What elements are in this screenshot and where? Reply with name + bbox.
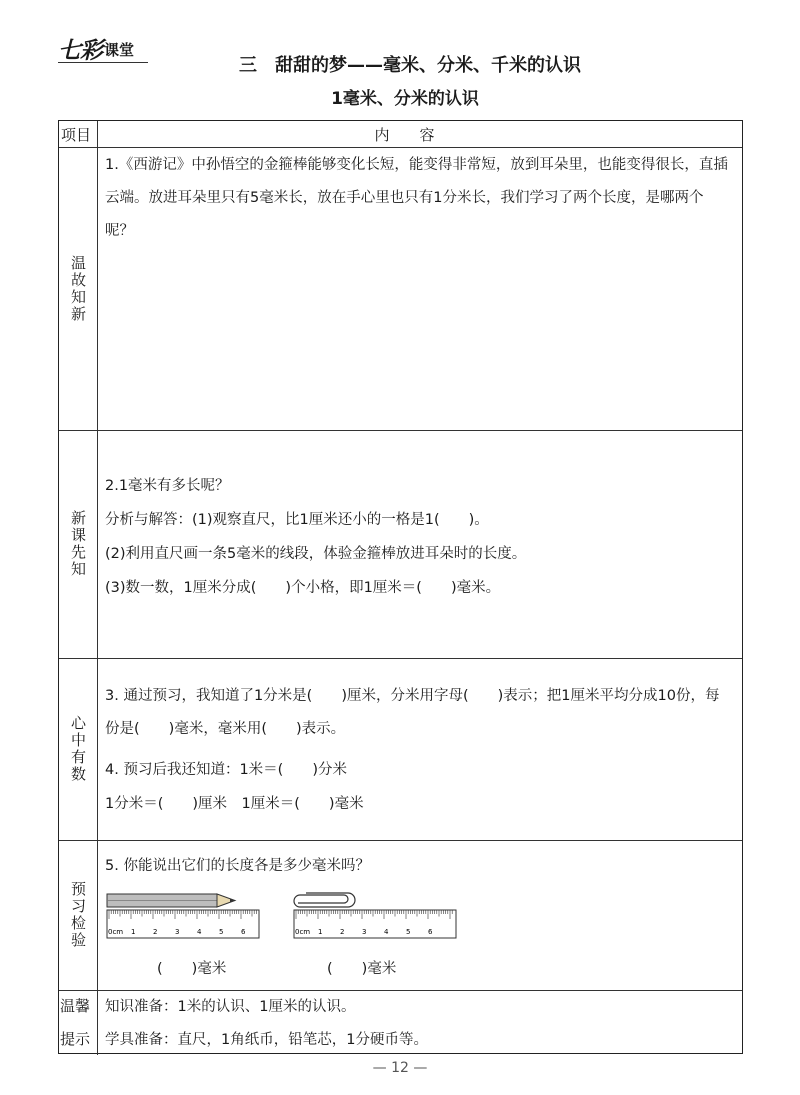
ruler-2-label-0: 0cm: [295, 928, 311, 936]
question-2: 2.1毫米有多长呢？: [105, 478, 230, 494]
ruler-2-label-3: 3: [362, 928, 367, 936]
logo-sub-text: 课堂: [104, 41, 135, 59]
column-label-header: 项目: [61, 126, 92, 144]
publisher-logo: [58, 32, 150, 66]
pencil-icon: [107, 894, 235, 907]
pencil-ruler-figure: [105, 890, 265, 942]
paperclip-ruler-figure: [292, 890, 462, 942]
lesson-subtitle: 1毫米、分米的认识: [331, 89, 479, 109]
answer-blank-paperclip[interactable]: ( )毫米: [327, 961, 397, 977]
tip-tools: 学具准备：直尺，1角纸币，铅笔芯，1分硬币等。: [105, 1032, 428, 1048]
section-label-review: 温故知新: [69, 254, 87, 323]
section-new-lesson: [59, 430, 742, 659]
question-2-step-2: (2)利用直尺画一条5毫米的线段，体验金箍棒放进耳朵时的长度。: [105, 546, 527, 562]
header-content-cell: [97, 121, 742, 147]
question-5: 5. 你能说出它们的长度各是多少毫米吗？: [105, 858, 370, 874]
ruler-2-label-1: 1: [318, 928, 323, 936]
section-in-mind: [59, 658, 742, 841]
question-3: 3. 通过预习，我知道了1分米是( )厘米，分米用字母( )表示；把1厘米平均分成10份，每份是( )毫米，毫米用( )表示。: [105, 688, 720, 737]
ruler-1-label-1: 1: [131, 928, 136, 936]
question-2-step-1: 分析与解答：(1)观察直尺，比1厘米还小的一格是1( )。: [105, 512, 489, 528]
column-content-header: 内容: [374, 126, 465, 144]
ruler-2: [294, 910, 456, 938]
chapter-title: 三 甜甜的梦——毫米、分米、千米的认识: [239, 55, 581, 76]
header-label-cell: [59, 121, 98, 147]
question-1: 1.《西游记》中孙悟空的金箍棒能够变化长短，能变得非常短，放到耳朵里，也能变得很长，直插云端。放进耳朵里只有5毫米长，放在手心里也只有1分米长，我们学习了两个长度，是哪两个呢？: [105, 157, 728, 239]
paperclip-icon: [294, 893, 355, 907]
section-label-in-mind: 心中有数: [69, 715, 87, 783]
section-label-check: 预习检验: [69, 881, 87, 949]
ruler-2-label-2: 2: [340, 928, 345, 936]
section-check: [59, 840, 742, 991]
ruler-2-label-4: 4: [384, 928, 389, 936]
section-tips: [59, 990, 742, 1055]
question-4: 4. 预习后我还知道：1米＝( )分米: [105, 762, 347, 778]
logo-main-text: 七彩: [58, 37, 102, 64]
section-review: [59, 147, 742, 431]
ruler-1-label-4: 4: [197, 928, 202, 936]
ruler-1-label-6: 6: [241, 928, 246, 936]
tips-label-line-1: 温馨: [60, 997, 91, 1015]
logo-underline: [58, 62, 148, 63]
tips-label-line-2: 提示: [60, 1030, 91, 1048]
table-header-row: [59, 121, 742, 148]
question-4-line-2: 1分米＝( )厘米 1厘米＝( )毫米: [105, 796, 364, 812]
worksheet-table: [58, 120, 743, 1054]
ruler-1-label-5: 5: [219, 928, 224, 936]
ruler-2-label-5: 5: [406, 928, 411, 936]
ruler-1-label-0: 0cm: [108, 928, 124, 936]
page-number: — 12 —: [372, 1060, 428, 1076]
tip-knowledge: 知识准备：1米的认识、1厘米的认识。: [105, 999, 356, 1015]
ruler-1-label-3: 3: [175, 928, 180, 936]
ruler-1: [107, 910, 259, 938]
section-label-new-lesson: 新课先知: [69, 510, 87, 578]
ruler-1-label-2: 2: [153, 928, 158, 936]
answer-blank-pencil[interactable]: ( )毫米: [157, 961, 227, 977]
question-2-step-3: (3)数一数，1厘米分成( )个小格，即1厘米＝( )毫米。: [105, 580, 501, 596]
ruler-2-label-6: 6: [428, 928, 433, 936]
